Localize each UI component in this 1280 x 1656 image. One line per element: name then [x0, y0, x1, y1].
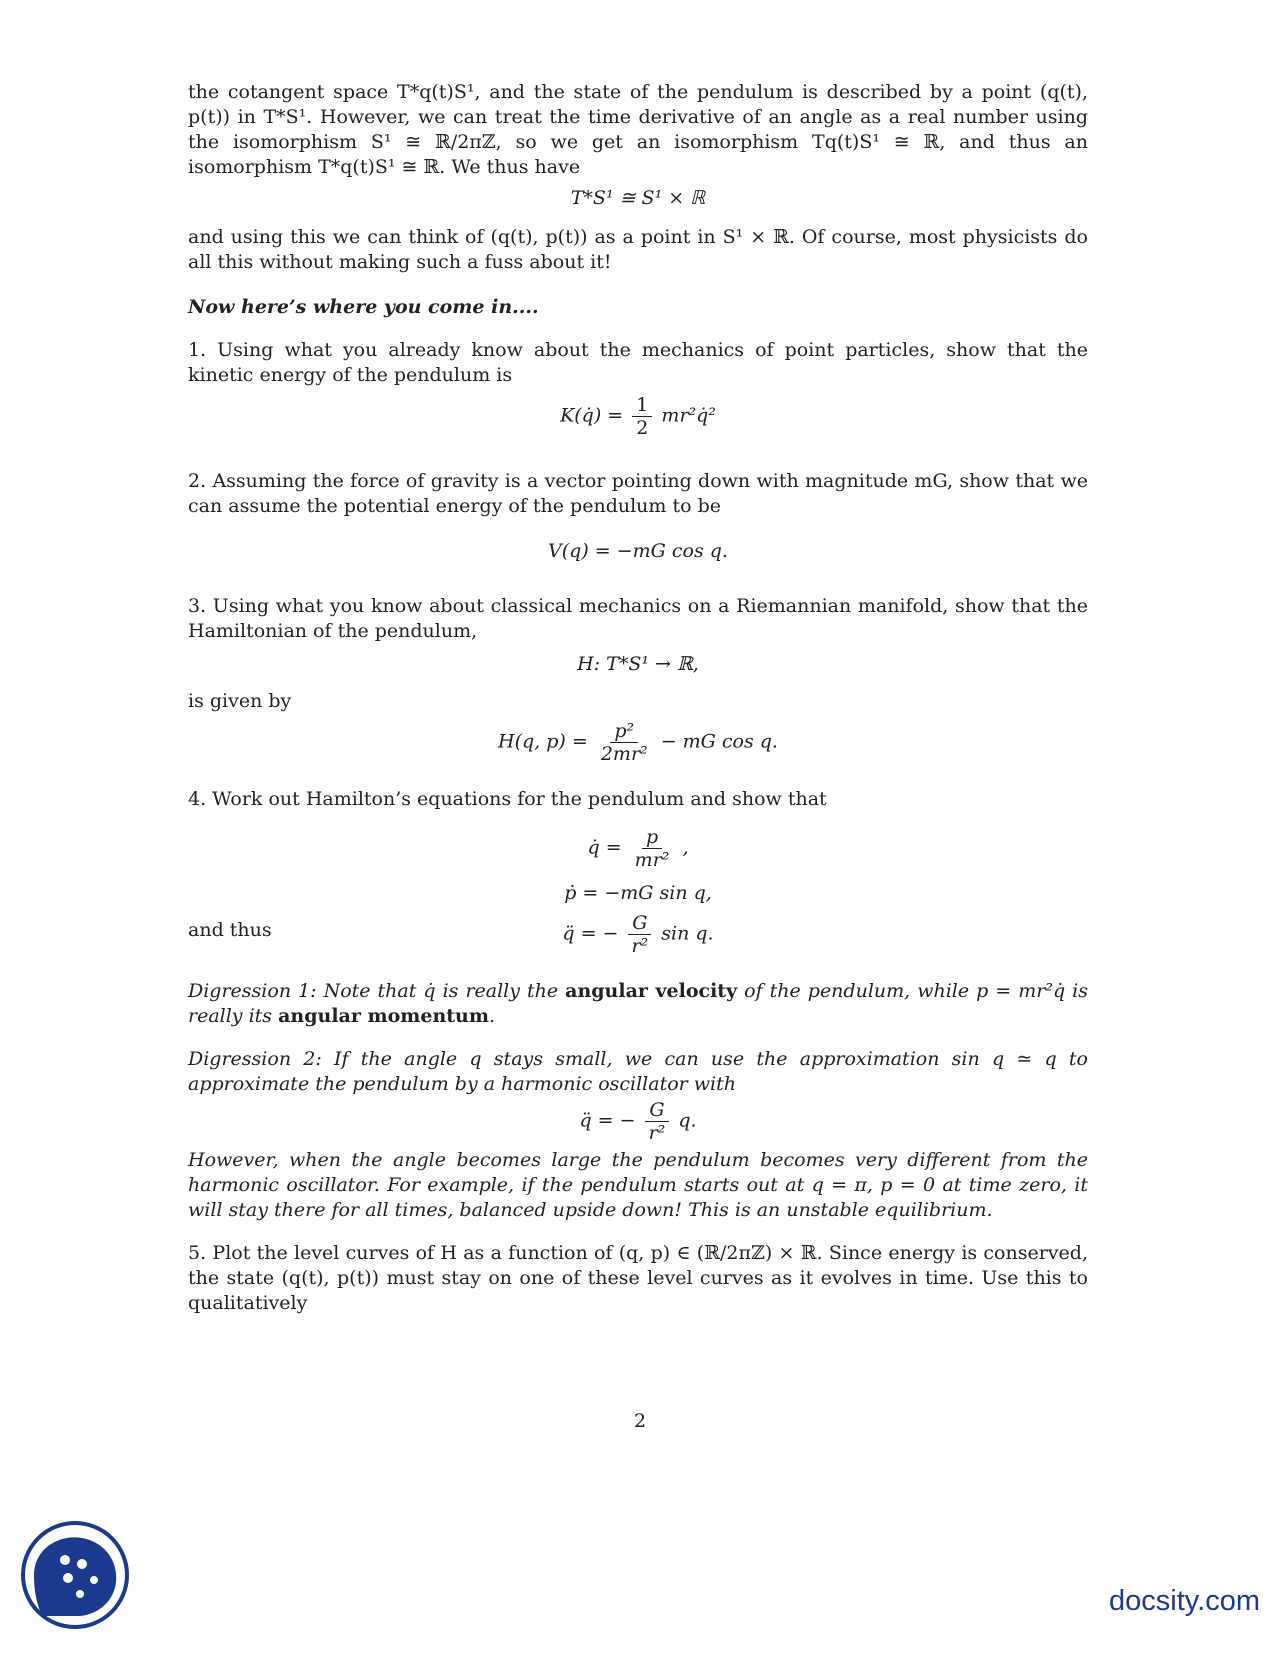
- item-3-given: is given by: [188, 690, 292, 712]
- intro-paragraph-2: and using this we can think of (q(t), p(t)) as a point in S¹ × ℝ. Of course, most physicists do all this without making such a fuss about it!: [188, 226, 1088, 273]
- digression-1-angular-velocity: angular velocity: [565, 980, 738, 1002]
- section-heading: Now here’s where you come in....: [188, 296, 539, 318]
- item-2-text: 2. Assuming the force of gravity is a vector pointing down with magnitude mG, show that we can assume the potential energy of the pendulum to be: [188, 470, 1088, 517]
- item-4-thus: and thus: [188, 919, 272, 941]
- harmonic-rhs: q.: [678, 1109, 697, 1132]
- qdot-num: p: [642, 826, 662, 849]
- hamiltonian-lhs: H(q, p) =: [498, 730, 588, 753]
- equation-qddot: [288, 912, 988, 957]
- intro-paragraph-1: the cotangent space T*q(t)S¹, and the state of the pendulum is described by a point (q(t), p(t)) in T*S¹. However, we can treat the time derivative of an angle as a real number using the isomorphism S¹ ≅ ℝ/2πℤ, so we get an isomorphism Tq(t)S¹ ≅ ℝ, and thus an isomorphism T*q(t)S¹ ≅ ℝ. We thus have: [188, 81, 1088, 178]
- kinetic-den: 2: [636, 417, 649, 439]
- harmonic-num: G: [645, 1099, 668, 1122]
- equation-kinetic-energy: [188, 394, 1088, 439]
- digression-1-part-c: of the pendulum, while p = mr²q̇ is really its: [188, 980, 1088, 1027]
- item-3-text: 3. Using what you know about classical mechanics on a Riemannian manifold, show that the Hamiltonian of the pendulum,: [188, 595, 1088, 642]
- equation-pdot: ṗ = −mG sin q,: [564, 882, 712, 904]
- qdot-rhs: ,: [682, 836, 689, 859]
- qddot-fraction: [628, 912, 653, 957]
- qddot-lhs: q̈ = −: [562, 922, 619, 945]
- qdot-fraction: [631, 826, 674, 871]
- qddot-rhs: sin q.: [661, 922, 714, 945]
- harmonic-den: r²: [648, 1122, 666, 1144]
- item-1-text: 1. Using what you already know about the mechanics of point particles, show that the kinetic energy of the pendulum is: [188, 339, 1088, 386]
- equation-hamiltonian-map: H: T*S¹ → ℝ,: [577, 653, 699, 675]
- item-5-text: 5. Plot the level curves of H as a function of (q, p) ∈ (ℝ/2πℤ) × ℝ. Since energy is conserved, the state (q(t), p(t)) must stay on one of these level curves as it evolves in time. Use this to qualitatively: [188, 1242, 1088, 1314]
- qddot-num: G: [628, 912, 651, 935]
- harmonic-fraction: [645, 1099, 670, 1144]
- qddot-den: r²: [631, 935, 649, 957]
- hamiltonian-rhs: − mG cos q.: [660, 730, 778, 753]
- hamiltonian-fraction: [597, 720, 652, 765]
- page-number: 2: [633, 1410, 647, 1432]
- equation-harmonic: [188, 1099, 1088, 1144]
- kinetic-lhs: K(q̇) =: [560, 404, 624, 427]
- qdot-lhs: q̇ =: [587, 836, 622, 859]
- kinetic-num: 1: [632, 394, 652, 417]
- document-body: [188, 80, 1088, 1316]
- qdot-den: mr²: [634, 849, 670, 871]
- equation-cotangent-iso: T*S¹ ≅ S¹ × ℝ: [570, 187, 706, 209]
- kinetic-rhs: mr²q̇²: [661, 404, 716, 427]
- digression-1-part-a: Digression 1: Note that q̇ is really the: [188, 980, 566, 1002]
- equation-qddot-row: [188, 912, 1088, 957]
- brand-text[interactable]: docsity.com: [1109, 1585, 1260, 1617]
- hamiltonian-num: p²: [610, 720, 638, 743]
- digression-2-after: However, when the angle becomes large the pendulum becomes very different from the harmonic oscillator. For example, if the pendulum starts out at q = π, p = 0 at time zero, it will stay there for all times, balanced upside down! This is an unstable equilibrium.: [188, 1149, 1088, 1221]
- equation-qdot: [188, 826, 1088, 871]
- docsity-logo-icon: [20, 1520, 130, 1630]
- digression-1: [188, 979, 1088, 1029]
- kinetic-fraction: [632, 394, 652, 439]
- harmonic-lhs: q̈ = −: [579, 1109, 636, 1132]
- hamiltonian-den: 2mr²: [600, 743, 648, 765]
- digression-1-angular-momentum: angular momentum: [278, 1005, 489, 1027]
- item-4-text: 4. Work out Hamilton’s equations for the pendulum and show that: [188, 788, 827, 810]
- equation-hamiltonian: [188, 720, 1088, 765]
- equation-potential-energy: V(q) = −mG cos q.: [548, 540, 728, 562]
- digression-1-period: .: [488, 1005, 495, 1027]
- digression-2-text: Digression 2: If the angle q stays small, we can use the approximation sin q ≃ q to approximate the pendulum by a harmonic oscillator with: [188, 1048, 1088, 1095]
